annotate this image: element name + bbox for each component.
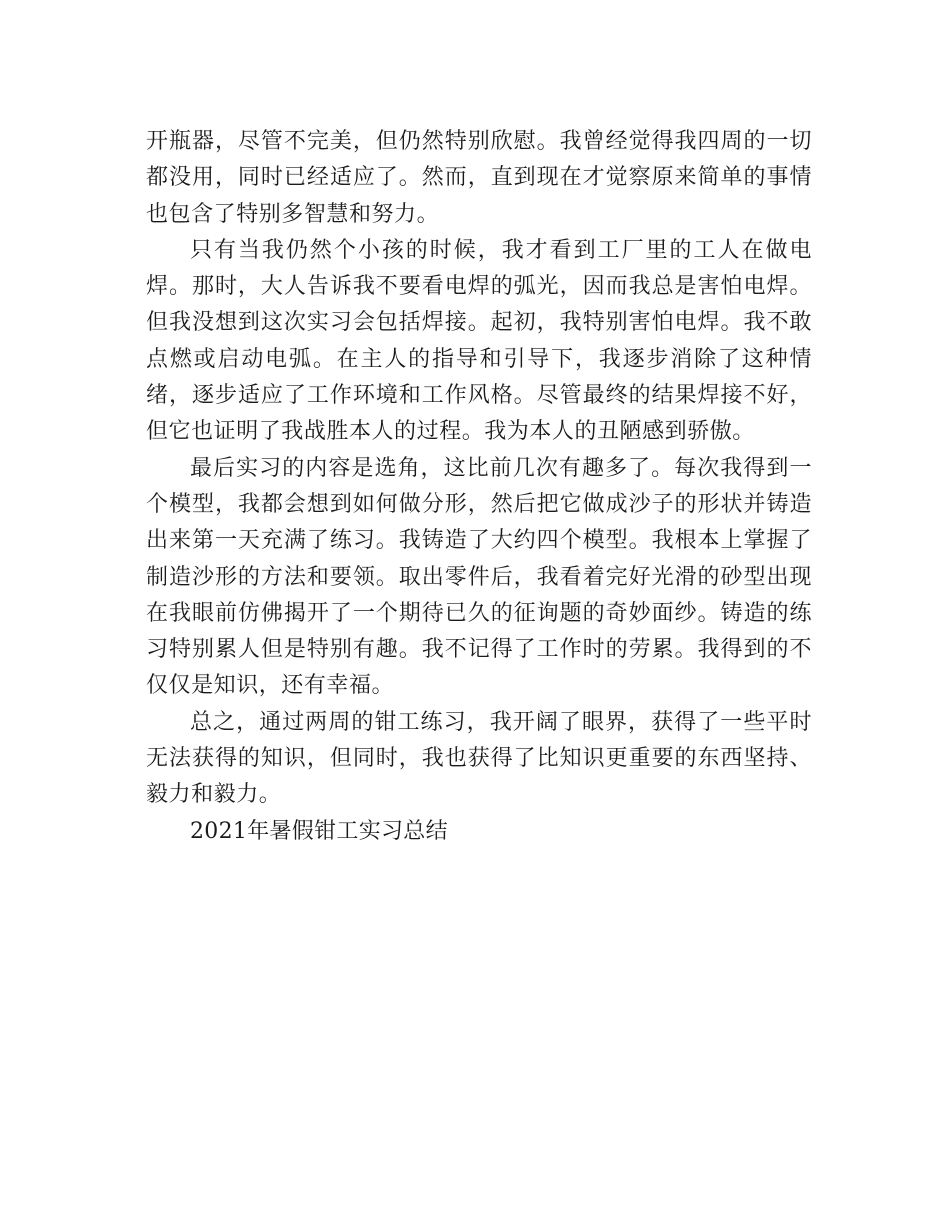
paragraph-3: 最后实习的内容是选角，这比前几次有趣多了。每次我得到一个模型，我都会想到如何做分形，然后把它做成沙子的形状并铸造出来第一天充满了练习。我铸造了大约四个模型。我根本上掌握了制造沙形的方法和要领。取出零件后，我看着完好光滑的砂型出现在我眼前仿佛揭开了一个期待已久的征询题的奇妙面纱。铸造的练习特别累人但是特别有趣。我不记得了工作时的劳累。我得到的不仅仅是知识，还有幸福。: [146, 455, 812, 699]
document-body: [146, 124, 812, 850]
paragraph-2: 只有当我仍然个小孩的时候，我才看到工厂里的工人在做电焊。那时，大人告诉我不要看电焊的弧光，因而我总是害怕电焊。但我没想到这次实习会包括焊接。起初，我特别害怕电焊。我不敢点燃或启动电弧。在主人的指导和引导下，我逐步消除了这种情绪，逐步适应了工作环境和工作风格。尽管最终的结果焊接不好，但它也证明了我战胜本人的过程。我为本人的丑陋感到骄傲。: [146, 237, 812, 445]
section-title: 2021年暑假钳工实习总结: [190, 818, 448, 844]
paragraph-4: 总之，通过两周的钳工练习，我开阔了眼界，获得了一些平时无法获得的知识，但同时，我也获得了比知识更重要的东西坚持、毅力和毅力。: [146, 709, 812, 808]
paragraph-1: 开瓶器，尽管不完美，但仍然特别欣慰。我曾经觉得我四周的一切都没用，同时已经适应了。然而，直到现在才觉察原来简单的事情也包含了特别多智慧和努力。: [146, 129, 812, 227]
